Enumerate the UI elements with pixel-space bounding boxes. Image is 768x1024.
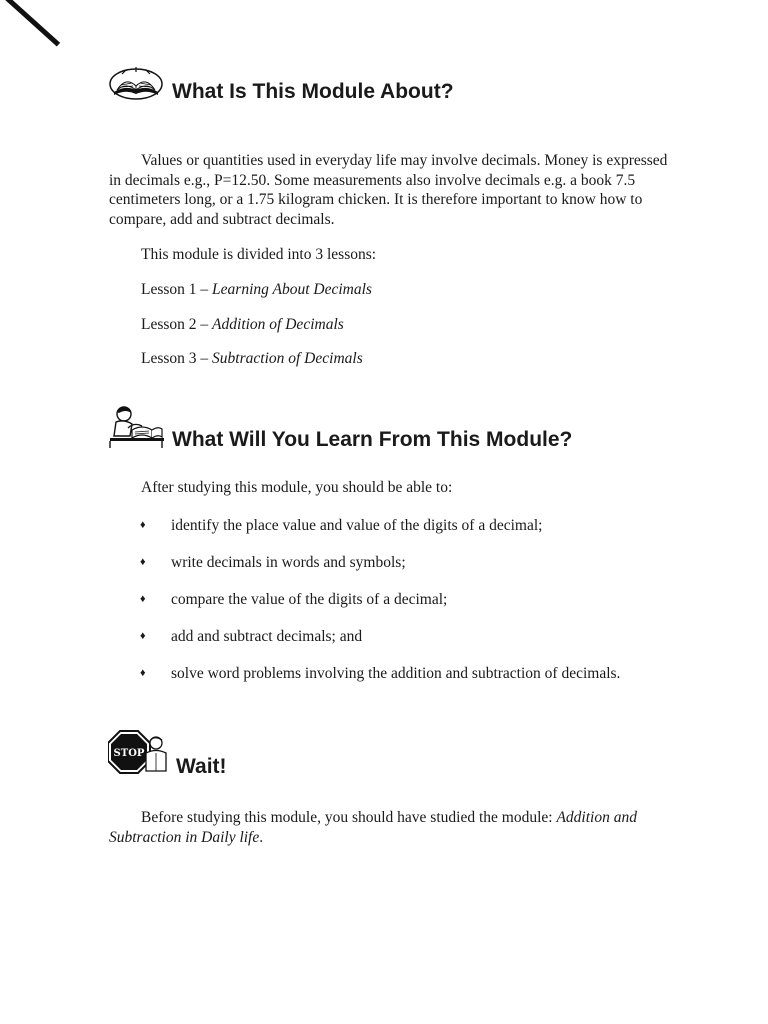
lesson-label: Lesson 2 – xyxy=(141,316,213,333)
lesson-title: Addition of Decimals xyxy=(212,316,344,333)
objective-text: identify the place value and value of the digits of a decimal; xyxy=(171,517,543,534)
lesson-title: Learning About Decimals xyxy=(212,281,372,298)
bullet-icon: ♦ xyxy=(140,630,146,642)
wait-text: Before studying this module, you should have studied the module: xyxy=(141,809,553,826)
lesson-item xyxy=(141,350,363,368)
student-reading-icon xyxy=(108,404,164,450)
open-book-icon xyxy=(108,66,164,102)
objective-item xyxy=(140,664,660,684)
bullet-icon: ♦ xyxy=(140,667,146,679)
bullet-icon: ♦ xyxy=(140,556,146,568)
section-title-about: What Is This Module About? xyxy=(172,80,454,103)
lesson-title: Subtraction of Decimals xyxy=(212,350,363,367)
about-intro-paragraph: Values or quantities used in everyday life may involve decimals. Money is expressed in decimals e.g., P=12.50. Some measurements also involve decimals e.g. a book 7.5 centimeters long, or a 1.75 kilogram chicken. It is therefore important to know how to compare, add and subtract decimals. xyxy=(109,152,668,228)
stop-sign-icon xyxy=(108,729,170,777)
objective-item xyxy=(140,590,660,610)
lesson-label: Lesson 3 – xyxy=(141,350,213,367)
lesson-label: Lesson 1 – xyxy=(141,281,213,298)
bullet-icon: ♦ xyxy=(140,519,146,531)
wait-period: . xyxy=(259,828,264,846)
learn-intro: After studying this module, you should be able to: xyxy=(141,479,453,496)
section-header-learn xyxy=(108,404,572,450)
prerequisite-module: Addition and Subtraction in Daily life xyxy=(109,809,637,846)
objective-text: write decimals in words and symbols; xyxy=(171,554,406,571)
corner-crop-mark xyxy=(0,0,60,46)
lesson-item xyxy=(141,281,372,299)
objective-text: add and subtract decimals; and xyxy=(171,628,363,645)
section-title-wait: Wait! xyxy=(176,755,227,778)
section-header-about xyxy=(108,66,454,102)
stop-label: STOP xyxy=(113,748,145,759)
lessons-intro: This module is divided into 3 lessons: xyxy=(141,246,377,263)
wait-paragraph xyxy=(109,808,669,847)
section-header-wait xyxy=(108,729,227,777)
lesson-item xyxy=(141,316,344,334)
objective-item xyxy=(140,553,660,573)
objective-item xyxy=(140,516,660,536)
objective-text: compare the value of the digits of a decimal; xyxy=(171,591,448,608)
objective-text: solve word problems involving the addition and subtraction of decimals. xyxy=(171,665,621,682)
objective-item xyxy=(140,627,660,647)
bullet-icon: ♦ xyxy=(140,593,146,605)
section-title-learn: What Will You Learn From This Module? xyxy=(172,428,573,451)
